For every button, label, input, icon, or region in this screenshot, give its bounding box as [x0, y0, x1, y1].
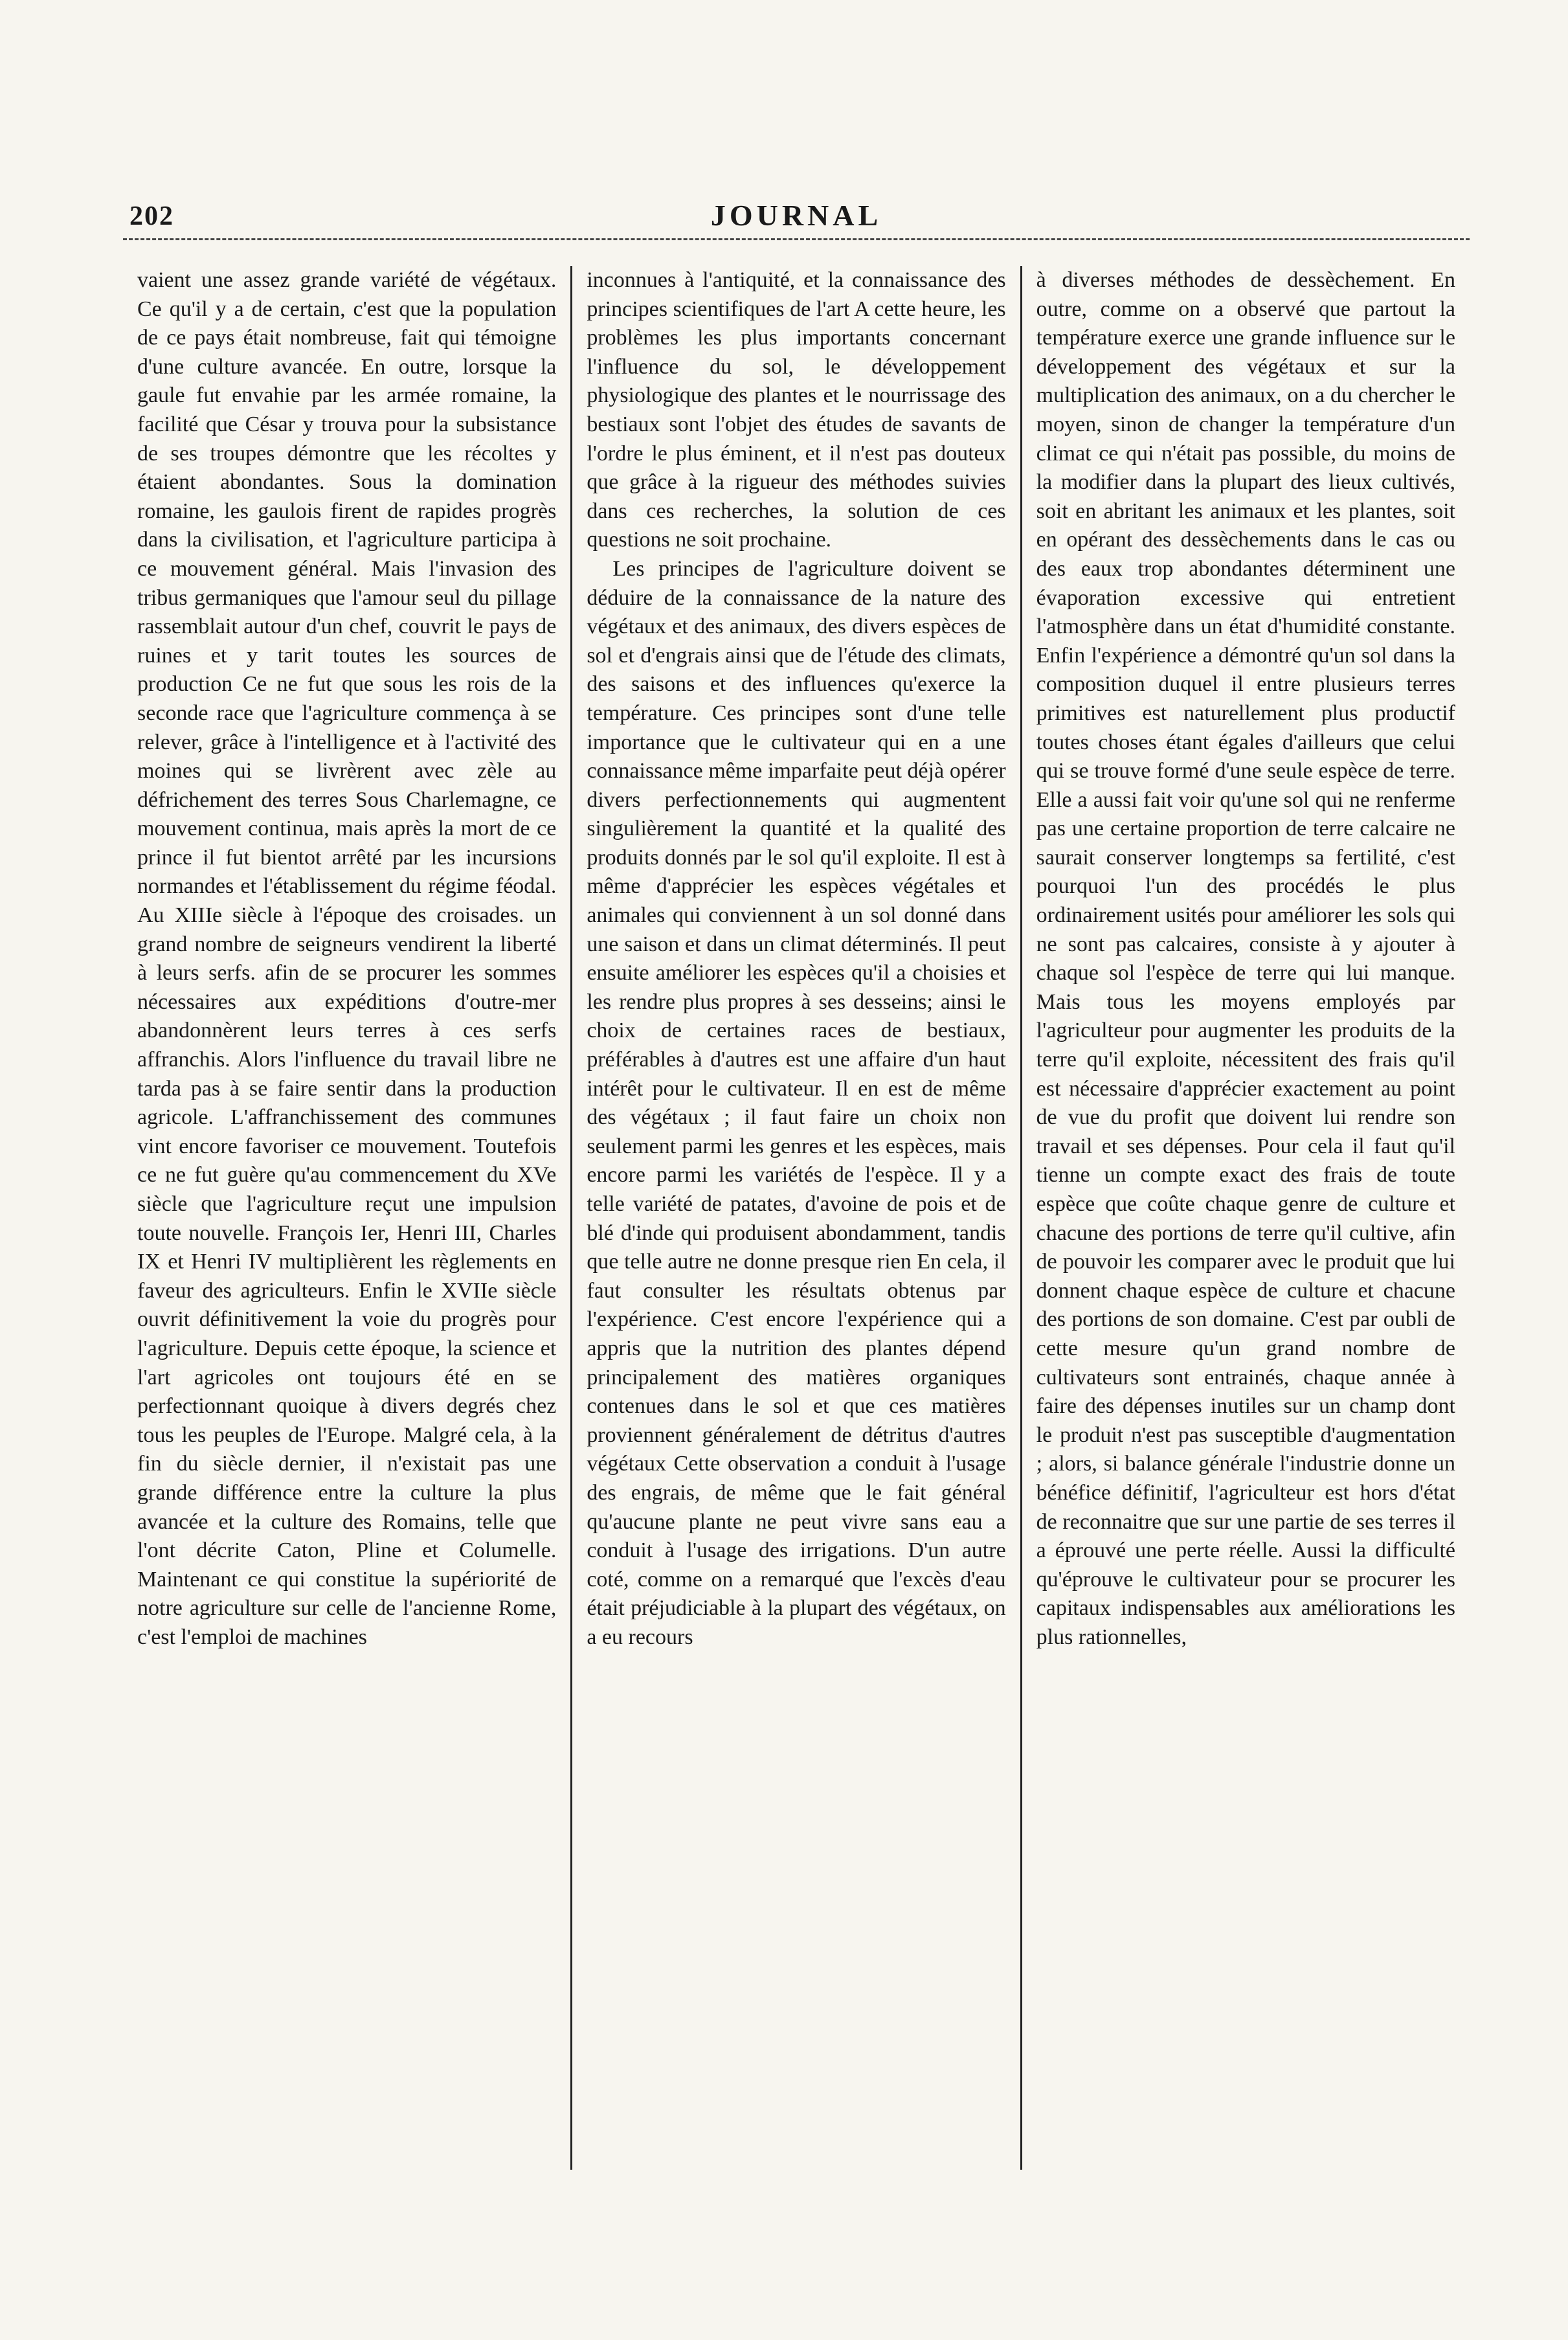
column-2-paragraph-1: inconnues à l'antiquité, et la connaissance des principes scientifiques de l'art A cette heure, les problèmes les plus importants concernant l'influence du sol, le développement physiologique des plantes et le nourrissage des bestiaux sont l'objet des études de savants de l'ordre le plus éminent, et il n'est pas douteux que grâce à la rigueur des méthodes suivies dans ces recherches, la solution de ces questions ne soit prochaine.: [587, 268, 1006, 552]
journal-title: JOURNAL: [710, 199, 882, 232]
column-3: [1020, 266, 1470, 2170]
column-1: [123, 266, 570, 2170]
column-2: [570, 266, 1020, 2170]
text-columns: [123, 266, 1470, 2170]
column-1-paragraph-1: vaient une assez grande variété de végétaux. Ce qu'il y a de certain, c'est que la population de ce pays était nombreuse, fait qui témoigne d'une culture avancée. En outre, lorsque la gaule fut envahie par les armée romaine, la facilité que César y trouva pour la subsistance de ses troupes démontre que les récoltes y étaient abondantes. Sous la domination romaine, les gaulois firent de rapides progrès dans la civilisation, et l'agriculture participa à ce mouvement général. Mais l'invasion des tribus germaniques que l'amour seul du pillage rassemblait autour d'un chef, couvrit le pays de ruines et y tarit toutes les sources de production Ce ne fut que sous les rois de la seconde race que l'agriculture commença à se relever, grâce à l'intelligence et à l'activité des moines qui se livrèrent avec zèle au défrichement des terres Sous Charlemagne, ce mouvement continua, mais après la mort de ce prince il fut bientot arrêté par les incursions normandes et l'établissement du régime féodal. Au XIIIe siècle à l'époque des croisades. un grand nombre de seigneurs vendirent la liberté à leurs serfs. afin de se procurer les sommes nécessaires aux expéditions d'outre-mer abandonnèrent leurs terres à ces serfs affranchis. Alors l'influence du travail libre ne tarda pas à se faire sentir dans la production agricole. L'affranchissement des communes vint encore favoriser ce mouvement. Toutefois ce ne fut guère qu'au commencement du XVe siècle que l'agriculture reçut une impulsion toute nouvelle. François Ier, Henri III, Charles IX et Henri IV multiplièrent les règlements en faveur des agriculteurs. Enfin le XVIIe siècle ouvrit définitivement la voie du progrès pour l'agriculture. Depuis cette époque, la science et l'art agricoles ont toujours été en se perfectionnant quoique à divers degrés chez tous les peuples de l'Europe. Malgré cela, à la fin du siècle dernier, il n'existait pas une grande différence entre la culture la plus avancée et la culture des Romains, telle que l'ont décrite Caton, Pline et Columelle. Maintenant ce qui constitue la supériorité de notre agriculture sur celle de l'ancienne Rome, c'est l'emploi de machines: [137, 268, 557, 1649]
running-head: [123, 188, 1470, 240]
column-2-paragraph-2: Les principes de l'agriculture doivent se déduire de la connaissance de la nature des végétaux et des animaux, des divers espèces de sol et d'engrais ainsi que de l'étude des climats, des saisons et des influences qu'exerce la température. Ces principes sont d'une telle importance que le cultivateur qui en a une connaissance même imparfaite peut déjà opérer divers perfectionnements qui augmentent singulièrement la quantité et la qualité des produits donnés par le sol qu'il exploite. Il est à même d'apprécier les espèces végétales et animales qui conviennent à un sol donné dans une saison et dans un climat déterminés. Il peut ensuite améliorer les espèces qu'il a choisies et les rendre plus propres à ses desseins; ainsi le choix de certaines races de bestiaux, préférables à d'autres est une affaire d'un haut intérêt pour le cultivateur. Il en est de même des végétaux ; il faut faire un choix non seulement parmi les genres et les espèces, mais encore parmi les variétés de l'espèce. Il y a telle variété de patates, d'avoine de pois et de blé d'inde qui produisent abondamment, tandis que telle autre ne donne presque rien En cela, il faut consulter les résultats obtenus par l'expérience. C'est encore l'expérience qui a appris que la nutrition des plantes dépend principalement des matières organiques contenues dans le sol et que ces matières proviennent généralement de détritus d'autres végétaux Cette observation a conduit à l'usage des engrais, de même que le fait général qu'aucune plante ne peut vivre sans eau a conduit à l'usage des irrigations. D'un autre coté, comme on a remarqué que l'excès d'eau était préjudiciable à la plupart des végétaux, on a eu recours: [587, 556, 1006, 1649]
newspaper-page: [123, 188, 1470, 2292]
column-3-paragraph-1: à diverses méthodes de dessèchement. En outre, comme on a observé que partout la température exerce une grande influence sur le développement des végétaux et sur la multiplication des animaux, on a du chercher le moyen, sinon de changer la température d'un climat ce qui n'était pas possible, du moins de la modifier dans la plupart des lieux cultivés, soit en abritant les animaux et les plantes, soit en opérant des dessèchements dans le cas ou des eaux trop abondantes déterminent une évaporation excessive qui entretient l'atmosphère dans un état d'humidité constante. Enfin l'expérience a démontré qu'un sol dans la composition duquel il entre plusieurs terres primitives est naturellement plus productif toutes choses étant égales d'ailleurs que celui qui se trouve formé d'une seule espèce de terre. Elle a aussi fait voir qu'une sol qui ne renferme pas une certaine proportion de terre calcaire ne saurait conserver longtemps sa fertilité, c'est pourquoi l'un des procédés le plus ordinairement usités pour améliorer les sols qui ne sont pas calcaires, consiste à y ajouter à chaque sol l'espèce de terre qui lui manque. Mais tous les moyens employés par l'agriculteur pour augmenter les produits de la terre qu'il exploite, nécessitent des frais qu'il est nécessaire d'apprécier exactement au point de vue du profit que doivent lui rendre son travail et ses dépenses. Pour cela il faut qu'il tienne un compte exact des frais de toute espèce que coûte chaque genre de culture et chacune des portions de terre qu'il cultive, afin de pouvoir les comparer avec le produit que lui donnent chaque espèce de culture et chacune des portions de son domaine. C'est par oubli de cette mesure qu'un grand nombre de cultivateurs sont entrainés, chaque année à faire des dépenses inutiles sur un champ dont le produit n'est pas susceptible d'augmentation ; alors, si balance générale l'industrie donne un bénéfice définitif, l'agriculteur est hors d'état de reconnaitre que sur une partie de ses terres il a éprouvé une perte réelle. Aussi la difficulté qu'éprouve le cultivateur pour se procurer les capitaux indispensables aux améliorations les plus rationnelles,: [1036, 268, 1455, 1649]
page-number: 202: [129, 201, 174, 231]
